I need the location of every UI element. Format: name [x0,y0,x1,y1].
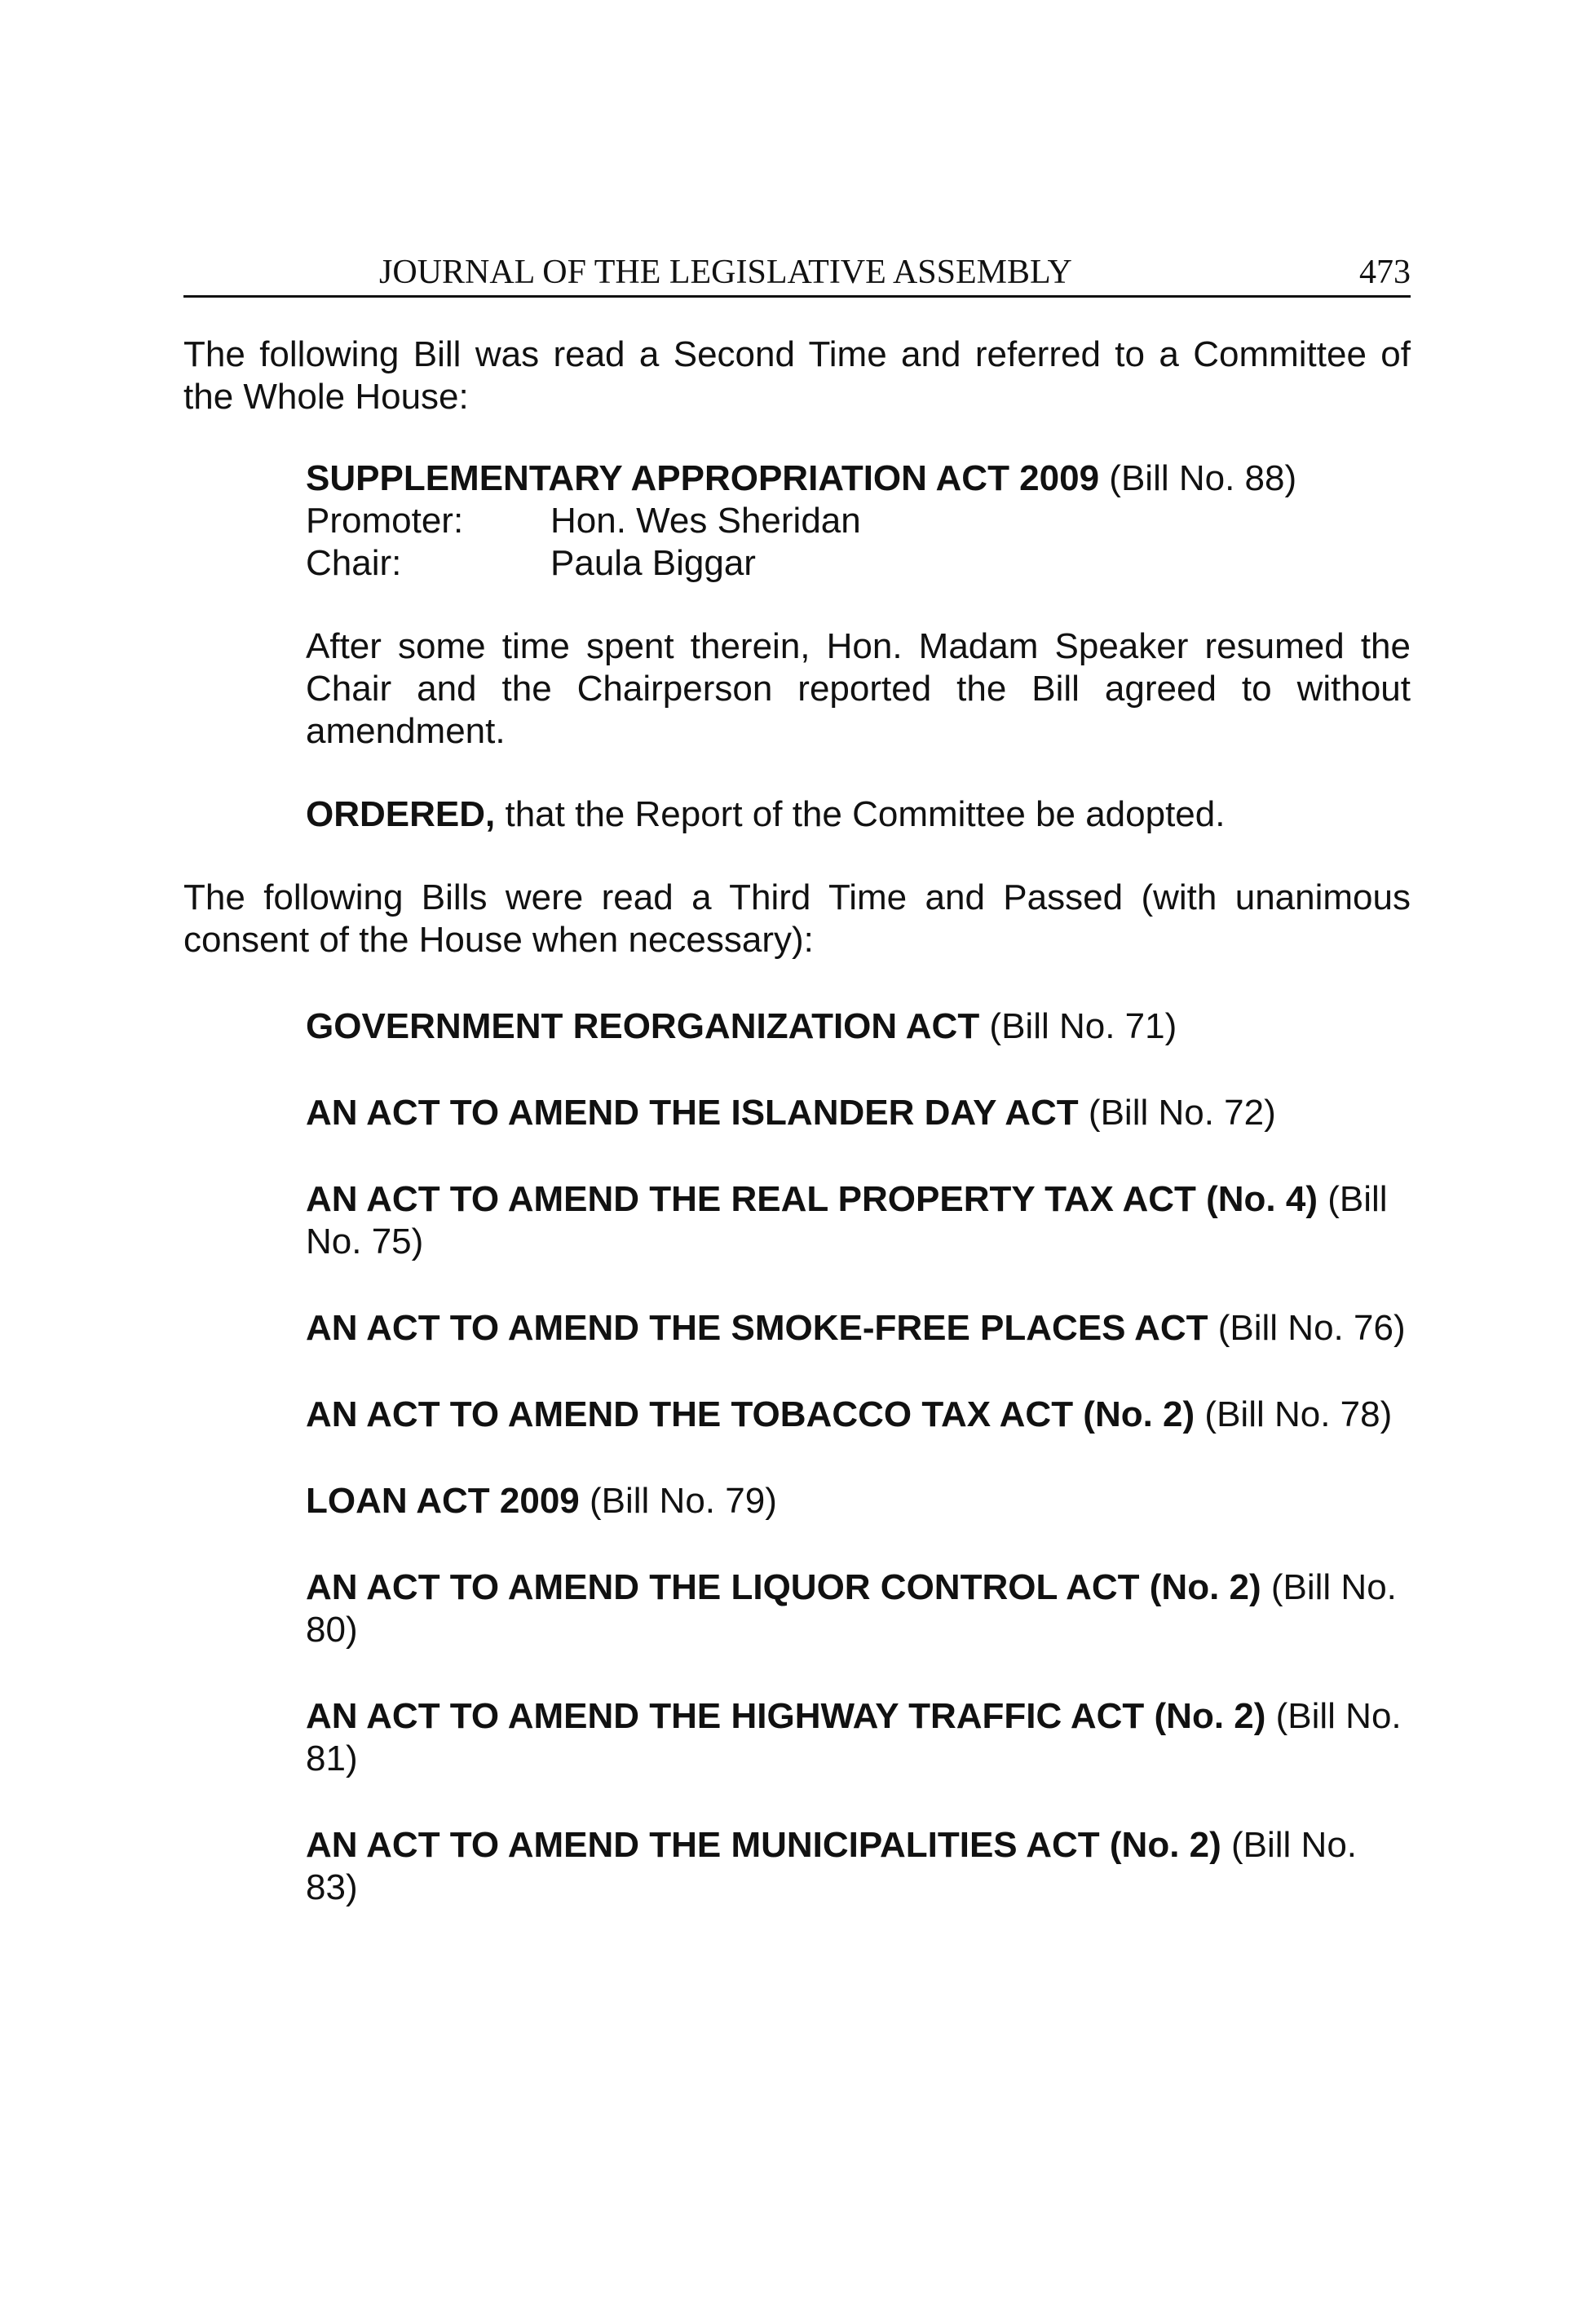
bill-title: AN ACT TO AMEND THE ISLANDER DAY ACT [306,1093,1079,1133]
bill-title: AN ACT TO AMEND THE REAL PROPERTY TAX ACT (No. 4) [306,1179,1318,1219]
list-item [306,1092,1411,1134]
bill-title: AN ACT TO AMEND THE TOBACCO TAX ACT (No. 2) [306,1394,1195,1434]
list-item [306,1824,1411,1909]
chair-row [306,542,1411,585]
bill-88-title: SUPPLEMENTARY APPROPRIATION ACT 2009 [306,458,1100,498]
promoter-value: Hon. Wes Sheridan [550,501,861,541]
bill-88-number: (Bill No. 88) [1109,458,1297,498]
page-number: 473 [1359,254,1411,291]
bill-title: AN ACT TO AMEND THE LIQUOR CONTROL ACT (No. 2) [306,1567,1261,1607]
ordered-text: that the Report of the Committee be adopted. [495,794,1226,834]
chair-label: Chair: [306,543,402,583]
bill-number: (Bill No. 81) [306,1696,1402,1778]
passed-bills-list [183,1005,1411,1909]
bill-title: GOVERNMENT REORGANIZATION ACT [306,1006,980,1046]
list-item [306,1178,1411,1263]
list-item [306,1480,1411,1522]
third-reading-intro: The following Bills were read a Third Time and Passed (with unanimous consent of the House when necessary): [183,877,1411,960]
page-header [183,245,1411,298]
promoter-row [306,500,1411,542]
bill-title: LOAN ACT 2009 [306,1481,580,1521]
second-reading-intro: The following Bill was read a Second Time and referred to a Committee of the Whole House: [183,334,1411,417]
list-item [306,1566,1411,1651]
journal-page [183,245,1411,1909]
list-item [306,1005,1411,1048]
bill-number: (Bill No. 71) [979,1006,1177,1046]
journal-title: JOURNAL OF THE LEGISLATIVE ASSEMBLY [379,254,1072,291]
committee-report-paragraph: After some time spent therein, Hon. Madam Speaker resumed the Chair and the Chairperson reported the Bill agreed to without amendment. [306,626,1411,751]
list-item [306,1695,1411,1780]
bill-number: (Bill No. 83) [306,1825,1358,1907]
bill-title: AN ACT TO AMEND THE MUNICIPALITIES ACT (No. 2) [306,1825,1221,1865]
bill-number: (Bill No. 76) [1208,1308,1406,1348]
promoter-label: Promoter: [306,501,464,541]
chair-value: Paula Biggar [550,543,756,583]
bill-number: (Bill No. 78) [1195,1394,1393,1434]
bill-88-heading [306,457,1411,500]
list-item [306,1307,1411,1350]
bill-number: (Bill No. 80) [306,1567,1397,1650]
list-item [306,1394,1411,1436]
ordered-keyword: ORDERED, [306,794,496,834]
ordered-paragraph [306,793,1411,836]
bill-number: (Bill No. 79) [579,1481,777,1521]
bill-title: AN ACT TO AMEND THE HIGHWAY TRAFFIC ACT (No. 2) [306,1696,1266,1736]
bill-number: (Bill No. 72) [1078,1093,1276,1133]
bill-number: (Bill No. 75) [306,1179,1388,1261]
bill-title: AN ACT TO AMEND THE SMOKE-FREE PLACES ACT [306,1308,1208,1348]
